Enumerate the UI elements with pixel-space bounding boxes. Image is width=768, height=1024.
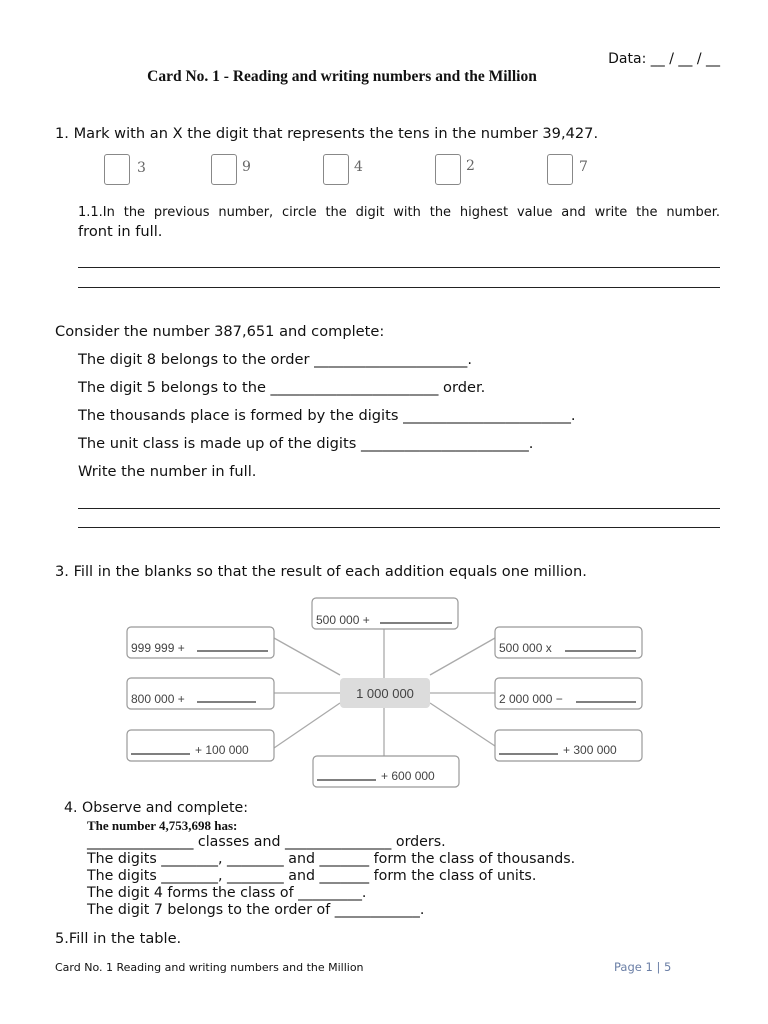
option-digit-5: 7 <box>579 159 588 175</box>
connector-line <box>274 638 340 675</box>
option-digit-4: 2 <box>466 158 475 174</box>
q4-line-3: The digits ________, ________ and _______ form the class of units. <box>87 868 537 884</box>
question-1-prompt: 1. Mark with an X the digit that represents the tens in the number 39,427. <box>55 125 599 142</box>
connector-line <box>274 703 340 748</box>
question-2-intro: Consider the number 387,651 and complete: <box>55 323 385 340</box>
box-top-label: 500 000 + <box>316 613 370 627</box>
box-right3-label: + 300 000 <box>563 743 617 757</box>
date-field: Data: __ / __ / __ <box>608 51 720 67</box>
q2-line-5: Write the number in full. <box>78 463 257 480</box>
footer-title: Card No. 1 Reading and writing numbers and the Million <box>55 961 364 974</box>
q2-line-4: The unit class is made up of the digits _______________________. <box>78 435 534 452</box>
question-5-prompt: 5.Fill in the table. <box>55 930 182 947</box>
checkbox-option-1[interactable] <box>104 154 130 185</box>
q4-line-1: _______________ classes and _______________ orders. <box>87 834 446 850</box>
option-digit-3: 4 <box>354 159 363 175</box>
option-digit-1: 3 <box>137 160 146 176</box>
checkbox-option-2[interactable] <box>211 154 237 185</box>
connector-line <box>430 703 495 746</box>
question-1-1-line1: 1.1.In the previous number, circle the digit with the highest value and write the number. <box>78 205 720 220</box>
question-4-heading: The number 4,753,698 has: <box>87 818 238 833</box>
page-number: Page 1 | 5 <box>614 960 672 974</box>
answer-line[interactable] <box>78 508 720 509</box>
q4-line-5: The digit 7 belongs to the order of ____________. <box>87 902 425 918</box>
q2-line-2: The digit 5 belongs to the _______________________ order. <box>78 379 486 396</box>
box-left1-label: 999 999 + <box>131 641 185 655</box>
question-4-prompt: 4. Observe and complete: <box>64 800 249 816</box>
option-digit-2: 9 <box>242 159 251 175</box>
checkbox-option-5[interactable] <box>547 154 573 185</box>
card-title: Card No. 1 - Reading and writing numbers and the Million <box>147 68 537 85</box>
box-right2-label: 2 000 000 − <box>499 692 563 706</box>
box-left3-label: + 100 000 <box>195 743 249 757</box>
box-left2-label: 800 000 + <box>131 692 185 706</box>
box-bottom-label: + 600 000 <box>381 769 435 783</box>
answer-line[interactable] <box>78 267 720 268</box>
q2-line-1: The digit 8 belongs to the order _____________________. <box>78 351 472 368</box>
q2-line-3: The thousands place is formed by the digits _______________________. <box>78 407 576 424</box>
checkbox-option-4[interactable] <box>435 154 461 185</box>
box-right1-label: 500 000 x <box>499 641 552 655</box>
center-value: 1 000 000 <box>356 686 414 701</box>
q4-line-2: The digits ________, ________ and _______ form the class of thousands. <box>87 851 576 867</box>
million-diagram <box>0 590 768 795</box>
question-1-1-line2: front in full. <box>78 223 163 240</box>
question-3-prompt: 3. Fill in the blanks so that the result of each addition equals one million. <box>55 563 587 580</box>
answer-line[interactable] <box>78 287 720 288</box>
answer-line[interactable] <box>78 527 720 528</box>
connector-line <box>430 638 495 675</box>
checkbox-option-3[interactable] <box>323 154 349 185</box>
q4-line-4: The digit 4 forms the class of _________. <box>87 885 367 901</box>
